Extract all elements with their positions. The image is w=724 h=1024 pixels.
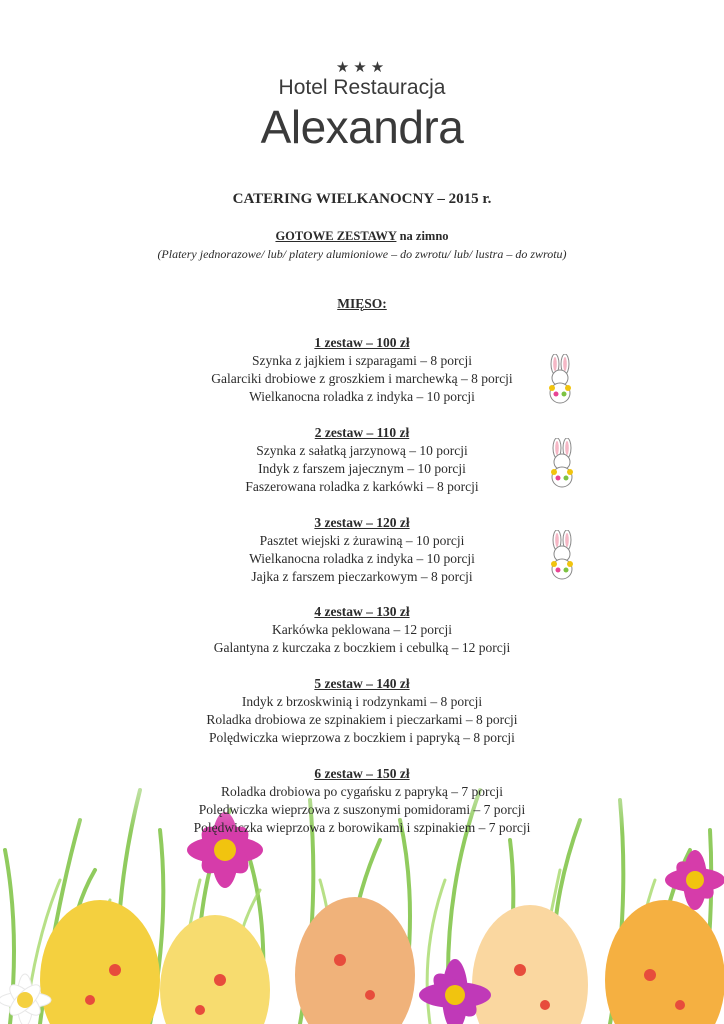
set-item: Roladka drobiowa ze szpinakiem i pieczarkami – 8 porcji	[206, 712, 518, 727]
set-header: 5 zestaw – 140 zł	[314, 676, 410, 691]
menu-set	[0, 603, 724, 657]
set-header: 2 zestaw – 110 zł	[314, 425, 410, 440]
hotel-label: Hotel Restauracja	[278, 76, 446, 99]
set-item: Jajka z farszem pieczarkowym – 8 porcji	[251, 569, 473, 584]
set-item: Indyk z brzoskwinią i rodzynkami – 8 porcji	[241, 694, 483, 709]
set-header: 3 zestaw – 120 zł	[314, 515, 410, 530]
menu-set	[0, 765, 724, 837]
set-item: Polędwiczka wieprzowa z borowikami i szpinakiem – 7 porcji	[193, 820, 531, 835]
set-item: Galarciki drobiowe z groszkiem i marchewką – 8 porcji	[211, 371, 513, 386]
subtitle	[0, 229, 724, 244]
subtitle-note: (Platery jednorazowe/ lub/ platery alumioniowe – do zwrotu/ lub/ lustra – do zwrotu)	[157, 247, 567, 261]
menu-set	[0, 424, 724, 496]
menu-set	[0, 334, 724, 406]
set-item: Roladka drobiowa po cygańsku z papryką – 7 porcji	[221, 784, 503, 799]
bunny-icon	[545, 530, 579, 580]
set-item: Galantyna z kurczaka z boczkiem i cebulką – 12 porcji	[213, 640, 511, 655]
rating-stars: ★★★	[335, 58, 389, 76]
menu-set	[0, 514, 724, 586]
set-item: Karkówka peklowana – 12 porcji	[272, 622, 452, 637]
set-item: Polędwiczka wieprzowa z boczkiem i papryką – 8 porcji	[209, 730, 515, 745]
set-header: 1 zestaw – 100 zł	[314, 335, 410, 350]
set-item: Szynka z jajkiem i szparagami – 8 porcji	[251, 353, 473, 368]
subtitle-underlined: GOTOWE ZESTAWY	[275, 229, 397, 243]
set-item: Polędwiczka wieprzowa z suszonymi pomidorami – 7 porcji	[198, 802, 526, 817]
set-item: Wielkanocna roladka z indyka – 10 porcji	[249, 389, 475, 404]
bunny-icon	[543, 354, 577, 404]
page-title: CATERING WIELKANOCNY – 2015 r.	[232, 191, 492, 207]
hotel-name-logo: Alexandra	[260, 101, 464, 153]
set-header: 4 zestaw – 130 zł	[314, 604, 410, 619]
set-item: Faszerowana roladka z karkówki – 8 porcji	[245, 479, 479, 494]
menu-set	[0, 675, 724, 747]
bunny-icon	[545, 438, 579, 488]
set-item: Indyk z farszem jajecznym – 10 porcji	[258, 461, 466, 476]
set-item: Szynka z sałatką jarzynową – 10 porcji	[256, 443, 468, 458]
set-header: 6 zestaw – 150 zł	[314, 766, 410, 781]
subtitle-rest: na zimno	[396, 229, 449, 243]
set-item: Pasztet wiejski z żurawiną – 10 porcji	[259, 533, 465, 548]
set-item: Wielkanocna roladka z indyka – 10 porcji	[249, 551, 475, 566]
section-heading: MIĘSO:	[337, 296, 387, 311]
